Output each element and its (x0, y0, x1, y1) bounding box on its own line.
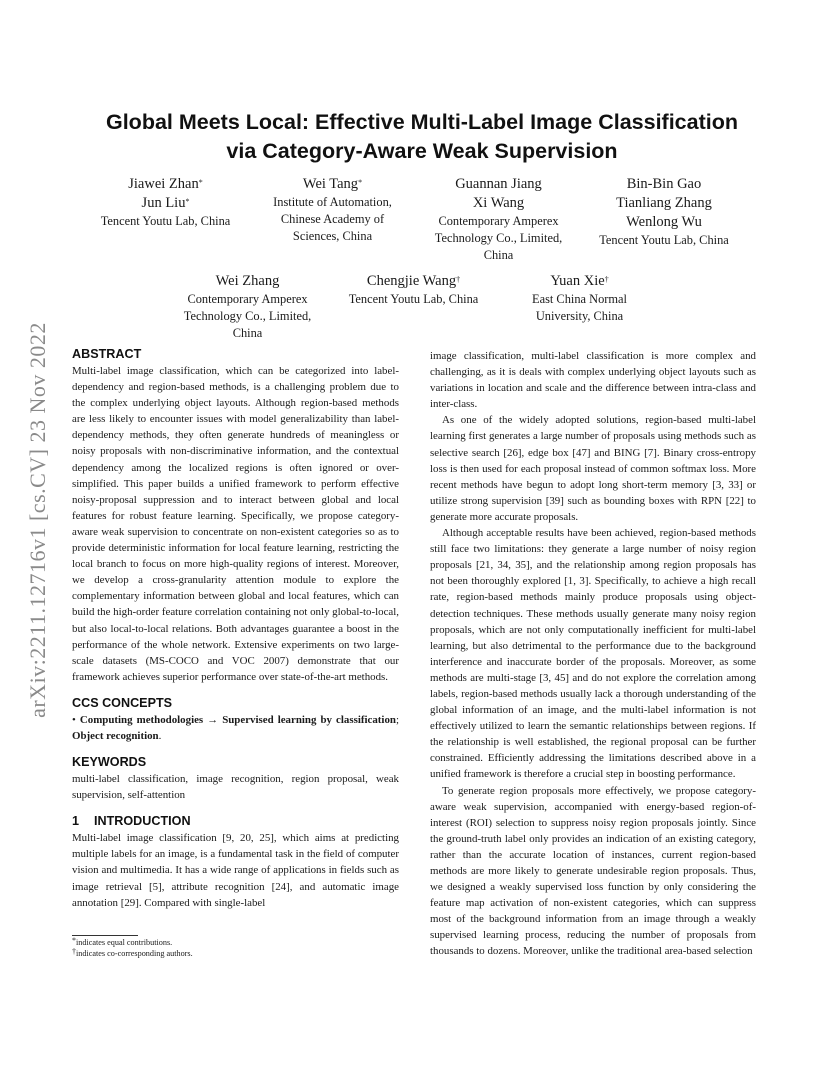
author-block-6 (336, 272, 491, 308)
author-block-7 (502, 272, 657, 325)
paper-title (72, 108, 772, 166)
intro-paragraph: image classification, multi-label classification is more complex and challenging, as it is deals with complex underlying object layouts such as variations in location and scale and the difference between intra-class and inter-class. (430, 350, 756, 411)
author-affiliation: East China Normal (532, 292, 627, 306)
intro-paragraph: To generate region proposals more effectively, we propose category-aware weak supervision, accompanied with energy-based region-of-interest (ROI) selection to suppress noisy region proposals jointly. Since the ground-truth label only provides an indication of an existing category, rather than the accurate location of instances, current region-based methods are more likely to generate undesirable region proposals. Thus, we designed a weakly supervised loss function by only considering the feature map activation of non-existent categories, which can suppress most of the background information from an image through a weakly supervised learning process, reducing the number of proposals from thousands to dozens. Moreover, unlike the traditional area-based selection (430, 784, 756, 958)
author-name: Xi Wang (472, 195, 525, 211)
author-affiliation: University, China (535, 309, 624, 323)
author-affiliation: Contemporary Amperex (187, 292, 308, 306)
title-line-1: Global Meets Local: Effective Multi-Label Image Classification (105, 110, 738, 134)
author-affiliation: Sciences, China (292, 229, 373, 243)
footnote-2: †indicates co-corresponding authors. (72, 947, 193, 958)
author-name: Jiawei Zhan* (128, 176, 203, 192)
author-block-3 (420, 175, 577, 264)
author-block-5 (170, 272, 325, 342)
footnote-1: *indicates equal contributions. (72, 936, 173, 947)
author-affiliation: China (483, 248, 514, 262)
author-name: Wei Zhang (215, 273, 280, 289)
author-affiliation: China (232, 326, 263, 340)
title-line-2: via Category-Aware Weak Supervision (226, 139, 618, 163)
author-block-1 (88, 175, 243, 230)
intro-paragraph: Although acceptable results have been achieved, region-based methods still face two limitations: they generate a large number of noisy region proposals [21, 34, 35], and the relationship among region proposals has not been thoroughly explored [1, 3]. Specifically, to achieve a high recall rate, region-based methods mainly produce proposals using object-detection techniques. These methods usually generate many noisy region proposals, which are not only computationally inefficient for multi-label learning, but also detrimental to the performance due to the background interference and inaccurate border of the proposals. Moreover, as some methods are multi-stage [3, 45] and do not explore the correlation among labels, region-based methods usually lack a thorough understanding of the global information of an image, and the multi-label information is not effectively utilized to learn the semantic relationships between regions. If the relationship is well established, the regional proposal can be further constrained. Efficiently addressing the limitations described above in a unified framework is therefore a crucial step in boosting performance. (430, 527, 756, 781)
author-block-4 (585, 175, 743, 249)
ccs-heading: CCS CONCEPTS (72, 695, 173, 710)
author-affiliation: Tencent Youtu Lab, China (100, 214, 231, 228)
author-name: Yuan Xie† (550, 273, 609, 289)
intro-heading: 1 INTRODUCTION (72, 814, 191, 829)
author-name: Wei Tang* (302, 176, 363, 192)
abstract-text: Multi-label image classification, which can be categorized into label-dependency and region-based methods, is a challenging problem due to the complex underlying object layouts. Although region-based methods are less likely to encounter issues with model generalizability than label-dependency methods, they often generate hundreds of meaningless or noisy proposals with non-discriminative information, and the contextual dependency among the localized regions is often ignored or over-simplified. This paper builds a unified framework to perform effective noisy-proposal suppression and to interact between global and local features for robust feature learning. Specifically, we propose category-aware weak supervision to concentrate on non-existent categories so as to provide deterministic information for local feature learning, restricting the local branch to focus on more high-quality regions of interest. Moreover, we develop a cross-granularity attention module to explore the complementary information between global and local features, which can build the high-order feature correlation containing not only global-to-local, but also local-to-local relations. Both advantages guarantee a boost in the performance of the whole network. Extensive experiments on two large-scale datasets (MS-COCO and VOC 2007) demonstrate that our framework achieves superior performance over state-of-the-art methods. (72, 365, 399, 683)
keywords-text: multi-label classification, image recognition, region proposal, weak supervision, self-attention (72, 773, 399, 802)
author-affiliation: Institute of Automation, (273, 195, 392, 209)
author-name: Bin-Bin Gao (626, 176, 702, 192)
right-column (430, 348, 756, 960)
intro-paragraph-left: Multi-label image classification [9, 20, 25], which aims at predicting multiple labels for an image, is a fundamental task in the field of computer vision and multimedia. It has a wide range of applications in fields such as image retrieval [5], attribute recognition [24], and automatic image annotation [29]. Compared with single-label (72, 832, 399, 909)
abstract-heading: ABSTRACT (72, 347, 142, 361)
author-name: Jun Liu* (141, 195, 190, 211)
author-affiliation: Contemporary Amperex (438, 214, 559, 228)
intro-paragraph: As one of the widely adopted solutions, region-based multi-label learning first generates a large number of proposals using methods such as selective search [26], edge box [47] and BING [7]. Binary cross-entropy loss is then used for each proposal instead of common softmax loss. More recent methods have begun to adopt long short-term memory [3, 33] or utilize strong supervision [39] such as bounding boxes with RPN [22] to generate more accurate proposals. (430, 414, 756, 523)
author-block-2 (255, 175, 410, 245)
arxiv-stamp: arXiv:2211.12716v1 [cs.CV] 23 Nov 2022 (25, 322, 50, 718)
author-name: Chengjie Wang† (366, 273, 461, 289)
ccs-concepts: • Computing methodologies → Supervised learning by classification; Object recognition. (72, 713, 399, 742)
author-affiliation: Technology Co., Limited, (183, 309, 312, 323)
left-column (72, 346, 399, 911)
author-affiliation: Chinese Academy of (280, 212, 385, 226)
author-name: Wenlong Wu (626, 214, 702, 230)
author-affiliation: Tencent Youtu Lab, China (348, 292, 479, 306)
author-affiliation: Technology Co., Limited, (434, 231, 563, 245)
footnote-rule (72, 935, 138, 936)
author-affiliation: Tencent Youtu Lab, China (599, 233, 729, 247)
author-name: Tianliang Zhang (616, 195, 712, 211)
keywords-heading: KEYWORDS (72, 755, 147, 770)
author-name: Guannan Jiang (455, 176, 542, 192)
